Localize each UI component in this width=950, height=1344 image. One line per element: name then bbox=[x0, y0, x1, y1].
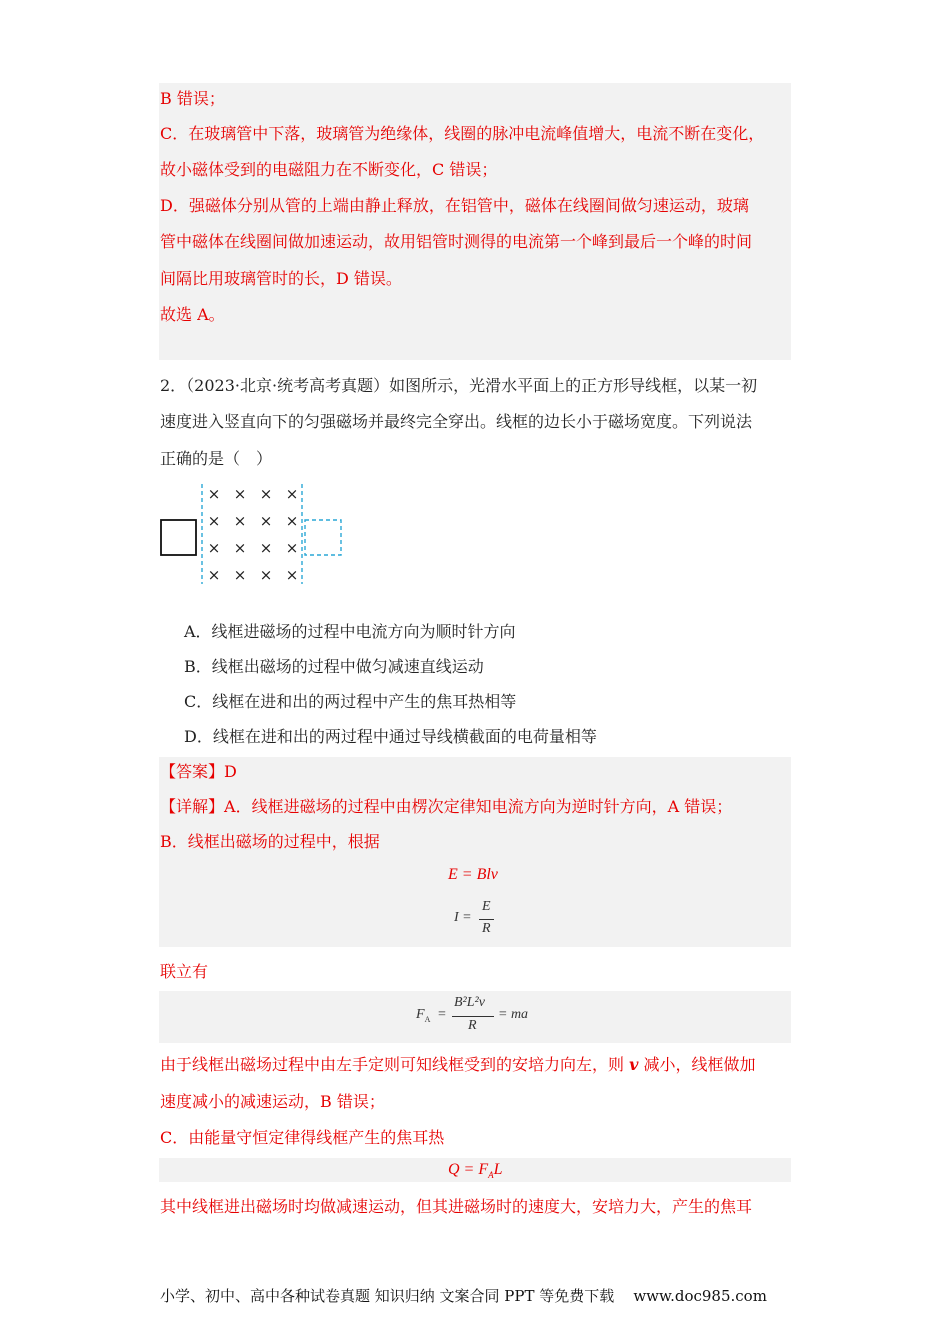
formula-f-rhs: = ma bbox=[498, 1007, 529, 1022]
formula-f-subscript: A bbox=[424, 1014, 431, 1024]
detail-b-line-1-var: v bbox=[629, 1055, 639, 1074]
formula-q-subscript: A bbox=[488, 1170, 494, 1181]
block1-line-7: 故选 A。 bbox=[160, 305, 225, 324]
formula-f-eq: = bbox=[438, 1007, 446, 1022]
field-cross-mark: × bbox=[207, 539, 221, 557]
footer-text: 小学、初中、高中各种试卷真题 知识归纳 文案合同 PPT 等免费下载 bbox=[160, 1287, 615, 1305]
field-cross-mark: × bbox=[233, 539, 247, 557]
formula-i-lhs: I = bbox=[454, 910, 472, 925]
block1-line-2: C．在玻璃管中下落，玻璃管为绝缘体，线圈的脉冲电流峰值增大，电流不断在变化， bbox=[160, 124, 765, 143]
field-cross-mark: × bbox=[285, 566, 299, 584]
field-cross-mark: × bbox=[207, 566, 221, 584]
detail-b-line-1 bbox=[160, 1055, 755, 1075]
joint-text: 联立有 bbox=[160, 962, 209, 981]
detail-b-line-2: 速度减小的减速运动，B 错误； bbox=[160, 1092, 385, 1111]
footer bbox=[160, 1285, 767, 1306]
wire-frame-exit-dashed bbox=[305, 520, 341, 555]
field-cross-mark: × bbox=[259, 512, 273, 530]
block1-line-5: 管中磁体在线圈间做加速运动，故用铝管时测得的电流第一个峰到最后一个峰的时间 bbox=[160, 232, 753, 251]
formula-i-bar bbox=[479, 919, 494, 920]
formula-f-numerator: B²L²v bbox=[454, 995, 485, 1010]
question2-line-3: 正确的是（ ） bbox=[160, 449, 273, 468]
answer-line bbox=[160, 762, 237, 782]
formula-f bbox=[416, 995, 546, 1039]
answer-value: D bbox=[224, 762, 237, 781]
wire-frame-square bbox=[161, 520, 196, 555]
field-cross-mark: × bbox=[285, 512, 299, 530]
detail-label: 【详解】 bbox=[160, 797, 225, 816]
formula-f-denominator: R bbox=[468, 1018, 477, 1033]
block1-line-6: 间隔比用玻璃管时的长，D 错误。 bbox=[160, 269, 402, 288]
detail-line-a bbox=[160, 797, 732, 817]
question2-line-1: 2．（2023·北京·统考高考真题）如图所示，光滑水平面上的正方形导线框，以某一初 bbox=[160, 376, 758, 395]
formula-i bbox=[454, 899, 514, 941]
formula-f-bar bbox=[452, 1016, 494, 1017]
option-b: B．线框出磁场的过程中做匀减速直线运动 bbox=[184, 657, 484, 676]
detail-b-line-1-post: 减小，线框做加 bbox=[638, 1055, 756, 1074]
field-cross-mark: × bbox=[259, 566, 273, 584]
detail-c-line-1: 其中线框进出磁场时均做减速运动，但其进磁场时的速度大，安培力大，产生的焦耳 bbox=[160, 1197, 753, 1216]
formula-i-denominator: R bbox=[482, 921, 491, 936]
figure-svg bbox=[158, 482, 348, 586]
field-cross-mark: × bbox=[259, 485, 273, 503]
formula-q bbox=[448, 1161, 503, 1180]
formula-q-main: Q = F bbox=[448, 1161, 489, 1178]
formula-f-lhs bbox=[416, 1007, 430, 1024]
formula-i-numerator: E bbox=[482, 899, 491, 914]
block1-line-4: D．强磁体分别从管的上端由静止释放，在铝管中，磁体在线圈间做匀速运动，玻璃 bbox=[160, 196, 749, 215]
detail-a-text: A．线框进磁场的过程中由楞次定律知电流方向为逆时针方向，A 错误； bbox=[224, 797, 733, 816]
formula-f-symbol: F bbox=[416, 1007, 425, 1022]
option-a: A．线框进磁场的过程中电流方向为顺时针方向 bbox=[184, 622, 516, 641]
field-cross-mark: × bbox=[259, 539, 273, 557]
field-cross-mark: × bbox=[207, 485, 221, 503]
question2-line-2: 速度进入竖直向下的匀强磁场并最终完全穿出。线框的边长小于磁场宽度。下列说法 bbox=[160, 412, 753, 431]
detail-b-line-1-pre: 由于线框出磁场过程中由左手定则可知线框受到的安培力向左，则 bbox=[160, 1055, 630, 1074]
detail-b-intro: B．线框出磁场的过程中，根据 bbox=[160, 832, 380, 851]
field-cross-mark: × bbox=[207, 512, 221, 530]
formula-q-end: L bbox=[493, 1161, 503, 1178]
magnetic-field-figure bbox=[158, 482, 348, 586]
answer-label: 【答案】 bbox=[160, 762, 225, 781]
field-cross-mark: × bbox=[285, 539, 299, 557]
block1-line-1: B 错误； bbox=[160, 89, 225, 108]
option-d: D．线框在进和出的两过程中通过导线横截面的电荷量相等 bbox=[184, 727, 597, 746]
footer-url[interactable]: www.doc985.com bbox=[633, 1287, 767, 1305]
detail-c-intro: C．由能量守恒定律得线框产生的焦耳热 bbox=[160, 1128, 445, 1147]
field-cross-mark: × bbox=[233, 566, 247, 584]
block1-line-3: 故小磁体受到的电磁阻力在不断变化，C 错误； bbox=[160, 160, 498, 179]
field-cross-mark: × bbox=[233, 512, 247, 530]
field-cross-mark: × bbox=[285, 485, 299, 503]
formula-e-blv: E = Blv bbox=[448, 866, 498, 883]
field-cross-mark: × bbox=[233, 485, 247, 503]
field-marks bbox=[208, 485, 299, 584]
option-c: C．线框在进和出的两过程中产生的焦耳热相等 bbox=[184, 692, 517, 711]
